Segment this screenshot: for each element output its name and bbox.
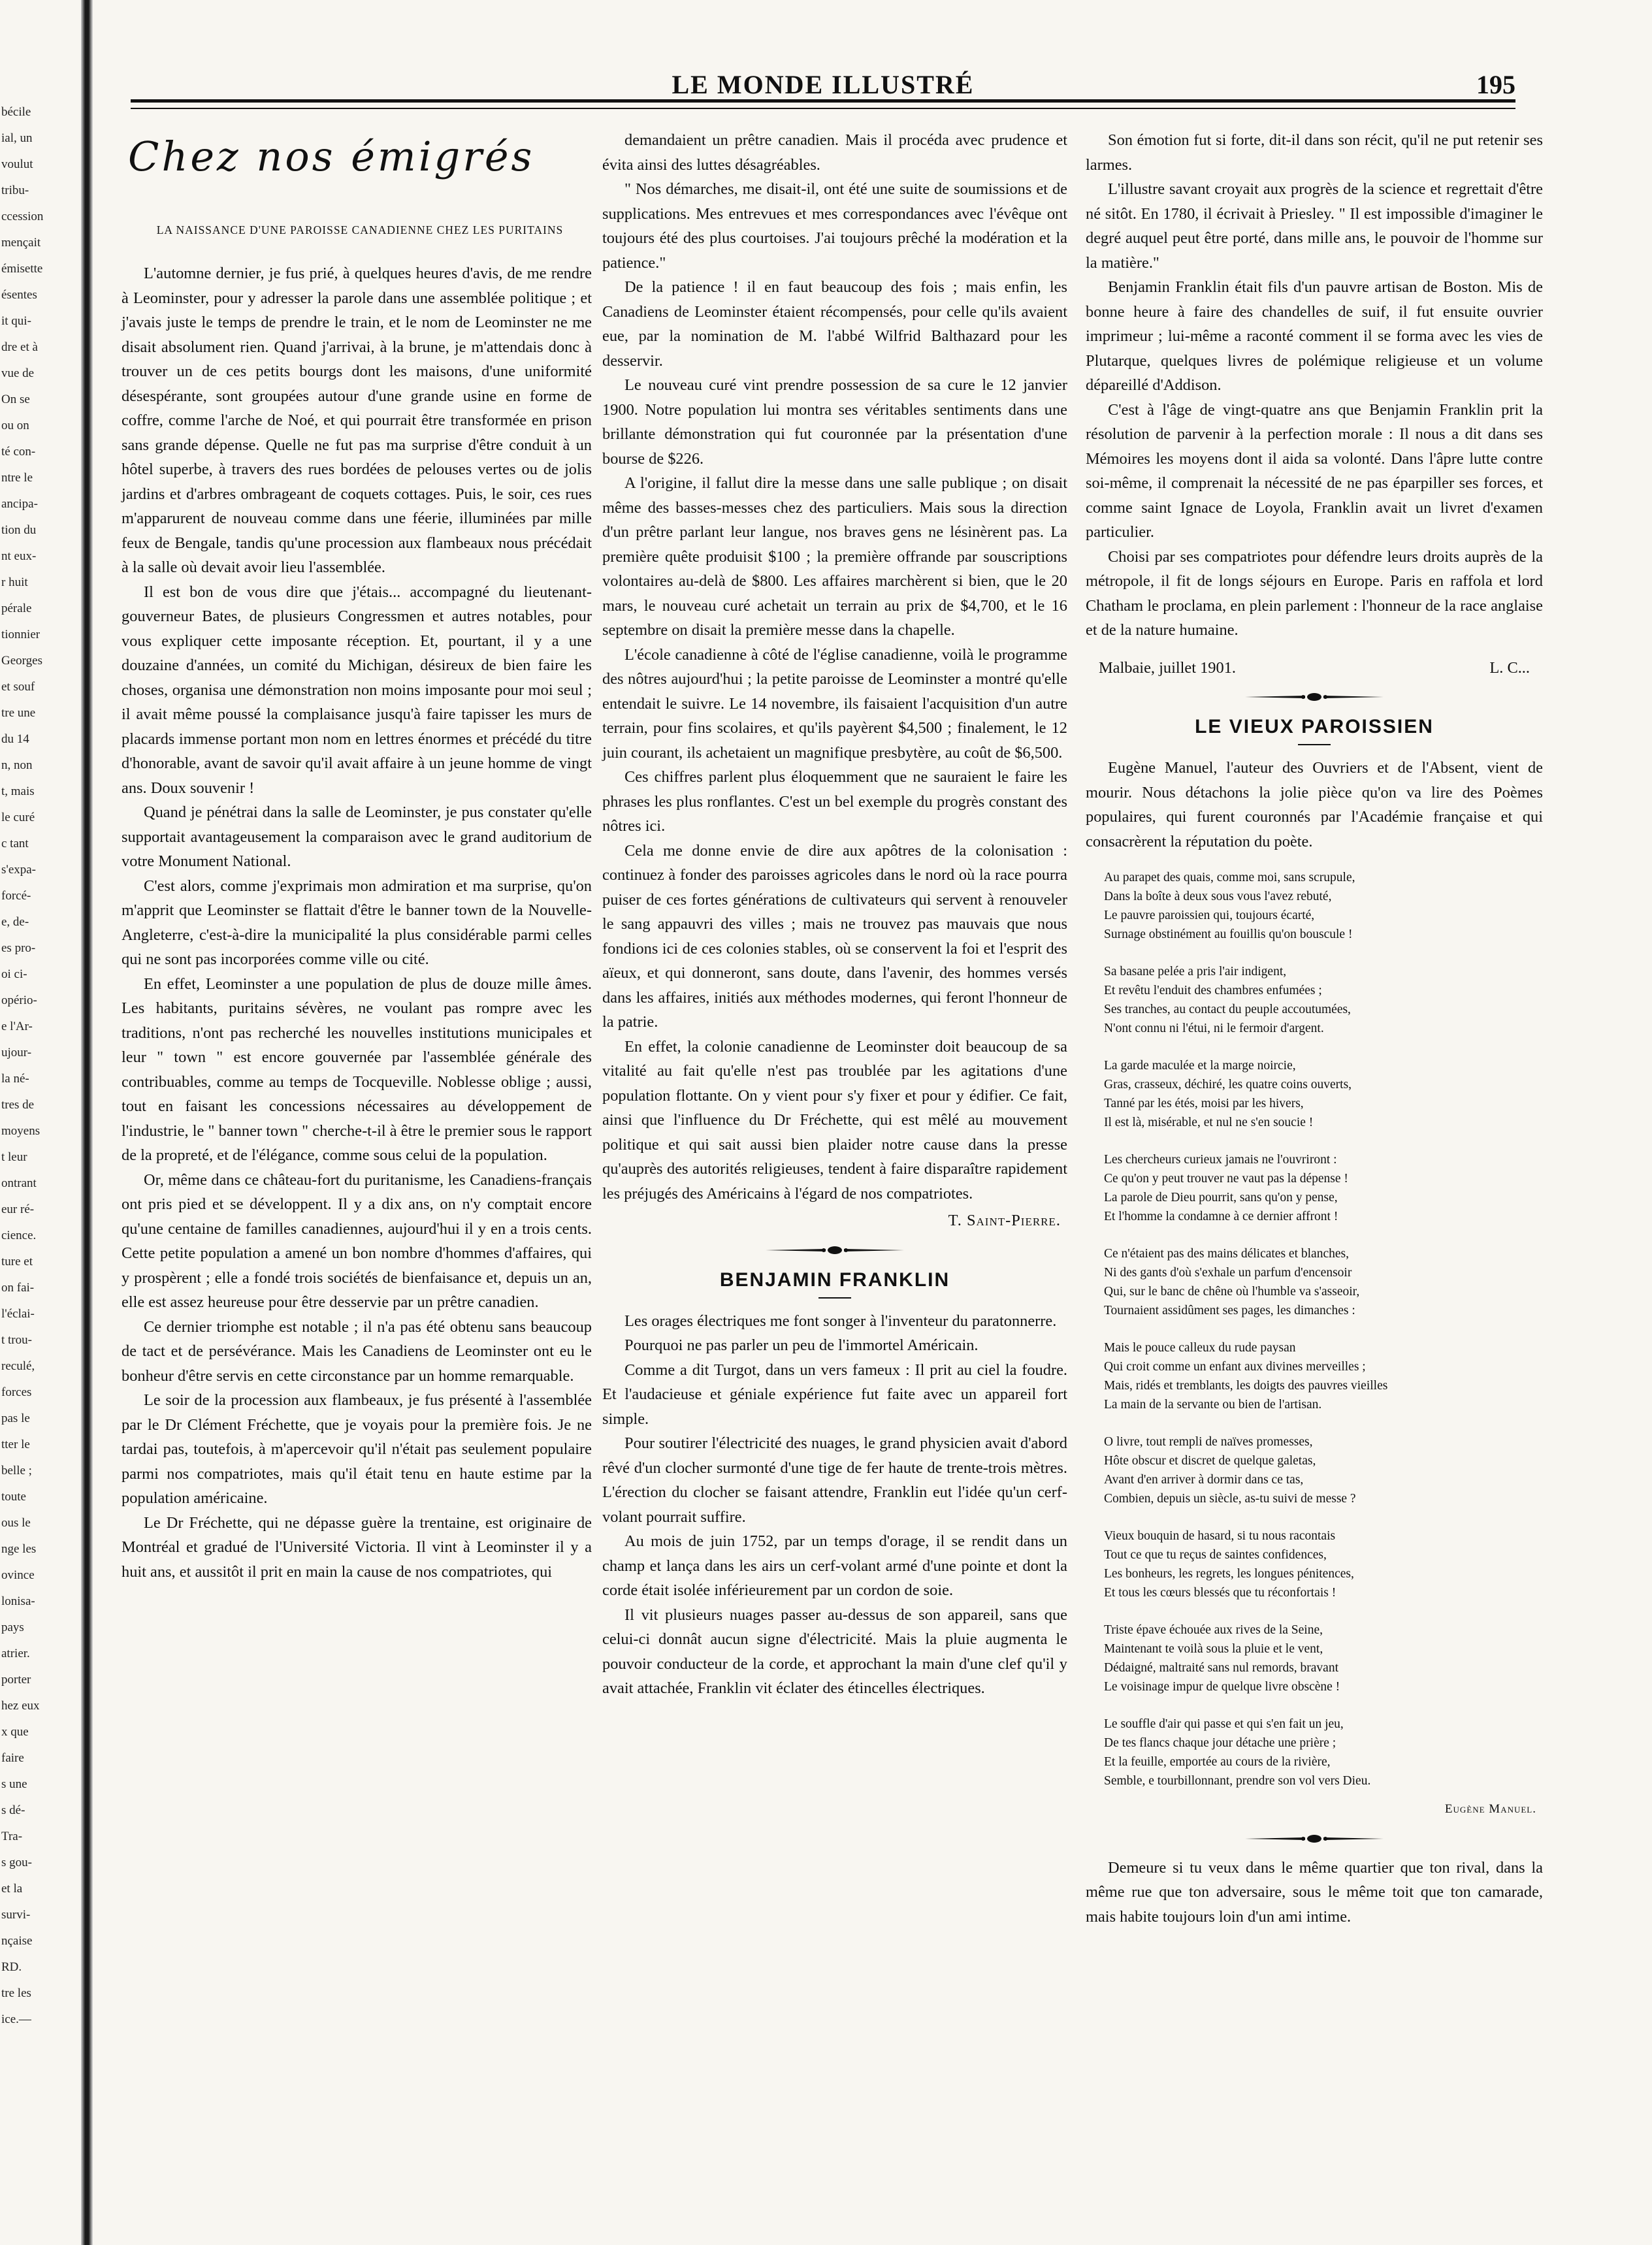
edge-text-fragment: eur ré-	[1, 1203, 35, 1216]
edge-text-fragment: porter	[1, 1673, 31, 1687]
poem-line: La garde maculée et la marge noircie,	[1104, 1059, 1296, 1073]
paragraph: Le soir de la procession aux flambeaux, je fus présenté à l'assemblée par le Dr Clément Fréchette, que je voyais pour la première fois. Je ne tardai pas, toutefois, à m'apercevoir qu'il n'était pas seulement populaire parmi nos compatriotes, mais qu'il était tenu en haute estime par la population américaine.	[121, 1391, 592, 1507]
section-ornament	[1242, 689, 1386, 705]
page-number: 195	[1476, 70, 1515, 99]
edge-text-fragment: du 14	[1, 732, 29, 746]
edge-text-fragment: ujour-	[1, 1046, 32, 1059]
edge-text-fragment: mençait	[1, 236, 41, 250]
paragraph: Au mois de juin 1752, par un temps d'orage, il se rendit dans un champ et lança dans les airs un cerf-volant armé d'une pointe et dont la corde était isolée inférieurement par un cordon de soie.	[602, 1532, 1067, 1599]
paragraph: Ce dernier triomphe est notable ; il n'a pas été obtenu sans beaucoup de tact et de persévérance. Mais les Canadiens de Leominster ont eu le bonheur d'être servis en cette circonstance par un homme remarquable.	[121, 1317, 592, 1385]
edge-text-fragment: pas le	[1, 1412, 30, 1425]
edge-text-fragment: émisette	[1, 262, 43, 276]
edge-text-fragment: t leur	[1, 1150, 27, 1164]
column-3	[1086, 128, 1543, 1929]
poem-line: Tout ce que tu reçus de saintes confidences,	[1104, 1548, 1327, 1562]
poem-line: Avant d'en arriver à dormir dans ce tas,	[1104, 1473, 1304, 1487]
poem-line: Tournaient assidûment ses pages, les dimanches :	[1104, 1304, 1355, 1317]
paragraph: Ces chiffres parlent plus éloquemment que ne sauraient le faire les phrases les plus ronflantes. C'est un bel exemple du progrès constant des nôtres ici.	[602, 768, 1067, 835]
poem-line: Le souffle d'air qui passe et qui s'en fait un jeu,	[1104, 1717, 1344, 1731]
paragraph: Benjamin Franklin était fils d'un pauvre artisan de Boston. Mis de bonne heure à faire des chandelles de suif, il fut ensuite ouvrier imprimeur ; lui-même a raconté comment il se forma avec les vies de Plutarque, quelques livres de polémique religieuse et un volume dépareillé d'Addison.	[1086, 278, 1543, 394]
edge-text-fragment: tribu-	[1, 184, 29, 197]
poem-line: Et tous les cœurs blessés que tu réconfortais !	[1104, 1586, 1336, 1600]
poem-line: La parole de Dieu pourrit, sans qu'on y pense,	[1104, 1191, 1338, 1204]
poem-line: Les chercheurs curieux jamais ne l'ouvriront :	[1104, 1153, 1337, 1167]
edge-text-fragment: oi ci-	[1, 967, 27, 981]
edge-text-fragment: x que	[1, 1725, 29, 1739]
paragraph: Il est bon de vous dire que j'étais... accompagné du lieutenant-gouverneur Bates, de plusieurs Congressmen et autres notables, pour vous expliquer cette imposante réception. Et, pourtant, il y a une douzaine d'années, un comité du Michigan, désireux de bien faire les choses, organisa une démonstration non moins imposante pour moi seul ; il avait même poussé la complaisance jusqu'à faire tapisser les murs de placards immense portant mon nom en lettres énormes et précédé du titre d'honorable, avant de savoir qu'il avait affaire à un jeune homme de vingt ans. Doux souvenir !	[121, 583, 592, 797]
poem-line: Semble, e tourbillonnant, prendre son vol vers Dieu.	[1104, 1774, 1371, 1788]
poem-line: Il est là, misérable, et nul ne s'en soucie !	[1104, 1116, 1314, 1129]
edge-text-fragment: ntre le	[1, 471, 33, 485]
poem-line: Dans la boîte à deux sous vous l'avez rebuté,	[1104, 890, 1332, 903]
poem-introduction: Eugène Manuel, l'auteur des Ouvriers et de l'Absent, vient de mourir. Nous détachons la jolie pièce qu'on va lire des Poèmes populaires, qui furent couronnés par l'Académie française et qui consacrèrent la réputation du poète.	[1086, 759, 1543, 850]
edge-text-fragment: la né-	[1, 1072, 29, 1086]
edge-text-fragment: hez eux	[1, 1699, 40, 1713]
edge-text-fragment: ice.—	[1, 2012, 31, 2026]
binding-gutter	[81, 0, 93, 2245]
edge-text-fragment: bécile	[1, 105, 31, 119]
place-date: Malbaie, juillet 1901.	[1099, 658, 1236, 677]
section-ornament	[763, 1242, 907, 1258]
edge-text-fragment: lonisa-	[1, 1594, 35, 1608]
article-title-chez-nos-emigres: Chez nos émigrés	[128, 133, 535, 180]
paragraph: Quand je pénétrai dans la salle de Leominster, je pus constater qu'elle supportait avantageusement la comparaison avec le grand auditorium de votre Monument National.	[121, 803, 592, 870]
edge-text-fragment: atrier.	[1, 1647, 30, 1660]
masthead-title: LE MONDE ILLUSTRÉ	[672, 70, 975, 99]
edge-text-fragment: le curé	[1, 811, 35, 824]
poem-line: Ni des gants d'où s'exhale un parfum d'encensoir	[1104, 1266, 1352, 1280]
edge-text-fragment: e, de-	[1, 915, 29, 929]
poem-stanza	[1086, 1244, 1543, 1320]
edge-text-fragment: tter le	[1, 1438, 30, 1451]
edge-text-fragment: Georges	[1, 654, 42, 668]
paragraph: Son émotion fut si forte, dit-il dans son récit, qu'il ne put retenir ses larmes.	[1086, 131, 1543, 174]
edge-text-fragment: s une	[1, 1777, 27, 1791]
edge-text-fragment: t, mais	[1, 784, 35, 798]
article-continuation	[602, 128, 1067, 1206]
edge-text-fragment: nçaise	[1, 1934, 33, 1948]
franklin-article-continuation	[1086, 128, 1543, 643]
paragraph: Le nouveau curé vint prendre possession de sa cure le 12 janvier 1900. Notre population lui montra ses véritables sentiments dans une brillante démonstration qui fut couronnée par la présentation d'une bourse de $226.	[602, 376, 1067, 468]
poem-line: Surnage obstinément au fouillis qu'on bouscule !	[1104, 928, 1353, 941]
paragraph: Le Dr Fréchette, qui ne dépasse guère la trentaine, est originaire de Montréal et gradué de l'Université Victoria. Il vint à Leominster il y a huit ans, et aussitôt il prit en main la cause de nos compatriotes, qui	[121, 1513, 592, 1581]
paragraph: Choisi par ses compatriotes pour défendre leurs droits auprès de la métropole, il fit de longs séjours en Europe. Paris en raffola et lord Chatham le proclama, en plein parlement : l'honneur de la race anglaise et de la nature humaine.	[1086, 547, 1543, 639]
poem-line: Vieux bouquin de hasard, si tu nous racontais	[1104, 1529, 1336, 1543]
edge-text-fragment: ture et	[1, 1255, 33, 1268]
edge-text-fragment: moyens	[1, 1124, 40, 1138]
edge-text-fragment: l'éclai-	[1, 1307, 35, 1321]
poem-line: Gras, crasseux, déchiré, les quatre coins ouverts,	[1104, 1078, 1352, 1091]
article-body	[121, 261, 592, 1584]
poem-line: Combien, depuis un siècle, as-tu suivi de messe ?	[1104, 1492, 1356, 1506]
edge-text-fragment: ous le	[1, 1516, 31, 1530]
edge-text-fragment: nge les	[1, 1542, 37, 1556]
poem-line: Et l'homme la condamne à ce dernier affront !	[1104, 1210, 1338, 1223]
paragraph: Il vit plusieurs nuages passer au-dessus de son appareil, sans que celui-ci donnât aucun signe d'électricité. Mais la pluie augmenta le pouvoir conducteur de la corde, et approchant la main d'une clef qu'il y avait attachée, Franklin vit éclater des étincelles électriques.	[602, 1606, 1067, 1697]
poem-line: Qui, sur le banc de chêne où l'humble va s'asseoir,	[1104, 1285, 1360, 1299]
author-signature: T. Saint-Pierre.	[948, 1212, 1061, 1229]
edge-text-fragment: On se	[1, 393, 30, 406]
poem-line: Hôte obscur et discret de quelque galetas,	[1104, 1454, 1316, 1468]
paragraph: Comme a dit Turgot, dans un vers fameux : Il prit au ciel la foudre. Et l'audacieuse et géniale expérience fut faite avec un appareil fort simple.	[602, 1361, 1067, 1428]
poem-stanza	[1086, 962, 1543, 1038]
edge-text-fragment: toute	[1, 1490, 26, 1504]
paragraph: C'est à l'âge de vingt-quatre ans que Benjamin Franklin prit la résolution de parvenir à la perfection morale : Il nous a dit dans ses Mémoires les moyens dont il aida sa volonté. Dans l'âpre lutte contre soi-même, il comprenait la nécessité de ne pas éparpiller ses forces, et comme saint Ignace de Loyola, Franklin avait un livret d'examen particulier.	[1086, 400, 1543, 541]
poem-line: Dédaigné, maltraité sans nul remords, bravant	[1104, 1661, 1339, 1675]
paragraph: L'école canadienne à côté de l'église canadienne, voilà le programme des nôtres aujourd'hui ; la petite paroisse de Leominster a montré qu'elle entendait le suivre. Le 14 novembre, ils faisaient l'acquisition d'un autre terrain, pour fins scolaires, et qu'ils payèrent $4,500 ; finalement, le 12 juin courant, ils achetaient un magnifique presbytère, au coût de $6,500.	[602, 645, 1067, 762]
poem-line: Et la feuille, emportée au cours de la rivière,	[1104, 1755, 1331, 1769]
poem-line: Le voisinage impur de quelque livre obscène !	[1104, 1680, 1340, 1694]
edge-text-fragment: reculé,	[1, 1359, 35, 1373]
edge-text-fragment: tre les	[1, 1986, 31, 2000]
section-title-paroissien: LE VIEUX PAROISSIEN	[1195, 716, 1434, 737]
edge-text-fragment: ontrant	[1, 1176, 37, 1190]
edge-text-fragment: ésentes	[1, 288, 37, 302]
title-rule	[818, 1297, 851, 1299]
edge-text-fragment: et la	[1, 1882, 23, 1896]
page-header	[131, 68, 1515, 101]
poem-line: Qui croit comme un enfant aux divines merveilles ;	[1104, 1360, 1366, 1374]
edge-text-fragment: pays	[1, 1621, 24, 1634]
paragraph: L'illustre savant croyait aux progrès de la science et regrettait d'être né sitôt. En 1780, il écrivait à Priesley. " Il est impossible d'imaginer le degré auquel peut être porté, dans mille ans, le pouvoir de l'homme sur la matière."	[1086, 180, 1543, 272]
poem-line: Et revêtu l'enduit des chambres enfumées ;	[1104, 984, 1322, 997]
title-rule	[1298, 744, 1331, 745]
edge-text-fragment: s'expa-	[1, 863, 37, 877]
poem-stanza	[1086, 1150, 1543, 1226]
edge-text-fragment: et souf	[1, 680, 35, 694]
poem-line: De tes flancs chaque jour détache une prière ;	[1104, 1736, 1336, 1750]
edge-text-fragment: e l'Ar-	[1, 1020, 33, 1033]
edge-text-fragment: cience.	[1, 1229, 37, 1242]
edge-text-fragment: té con-	[1, 445, 36, 459]
edge-text-fragment: forcé-	[1, 889, 31, 903]
edge-text-fragment: es pro-	[1, 941, 36, 955]
header-rule	[131, 99, 1515, 109]
paragraph: Or, même dans ce château-fort du puritanisme, les Canadiens-français ont pris pied et se développent. Il y a dix ans, on n'y comptait encore qu'une centaine de familles canadiennes, aujourd'hui il y en a trois cents. Cette petite population a amené un bon nombre d'hommes d'affaires, qui y prospèrent ; elle a fondé trois sociétés de bienfaisance et, depuis un an, elle est assez heureuse pour être desservie par un prêtre canadien.	[121, 1171, 592, 1311]
column-1	[121, 128, 592, 1584]
article-subtitle: LA NAISSANCE D'UNE PAROISSE CANADIENNE CHEZ LES PURITAINS	[156, 223, 564, 236]
poem-line: Mais le pouce calleux du rude paysan	[1104, 1341, 1296, 1355]
edge-text-fragment: opério-	[1, 993, 37, 1007]
paragraph: Cela me donne envie de dire aux apôtres de la colonisation : continuez à fonder des paroisses agricoles dans le nord où la race pourra puiser de ces fortes générations de cultivateurs qui servent à renouveler le sang appauvri des villes ; mais ne trouvez pas mauvais que nous fondions ici de ces colonies stables, où se conservent la foi et l'esprit des aïeux, et qui donneront, sans doute, dans l'avenir, des hommes versés dans les affaires, initiés aux méthodes modernes, qui feront l'honneur de la patrie.	[602, 841, 1067, 1031]
edge-text-fragment: ovince	[1, 1568, 35, 1582]
edge-text-fragment: tres de	[1, 1098, 35, 1112]
edge-text-fragment: vue de	[1, 366, 35, 380]
edge-text-fragment: pérale	[1, 602, 32, 615]
edge-text-fragment: ial, un	[1, 131, 33, 145]
poem-line: Ce n'étaient pas des mains délicates et blanches,	[1104, 1247, 1349, 1261]
article-closing	[1086, 656, 1543, 681]
edge-text-fragment: faire	[1, 1751, 24, 1765]
adjacent-page-edge	[0, 0, 85, 2245]
edge-text-fragment: Tra-	[1, 1830, 23, 1843]
edge-text-fragment: voulut	[1, 157, 33, 171]
paragraph: Pour soutirer l'électricité des nuages, le grand physicien avait d'abord rêvé d'un clocher surmonté d'une tige de fer haute de trente-trois mètres. L'érection du clocher se faisant attendre, Franklin eut l'idée qu'un cerf-volant pourrait suffire.	[602, 1434, 1067, 1526]
edge-text-fragment: belle ;	[1, 1464, 32, 1478]
edge-text-fragment: it qui-	[1, 314, 31, 328]
section-ornament	[1242, 1831, 1386, 1847]
poem-stanza	[1086, 1621, 1543, 1696]
poem-line: Triste épave échouée aux rives de la Seine,	[1104, 1623, 1323, 1637]
edge-text-fragment: on fai-	[1, 1281, 35, 1295]
poem-line: O livre, tout rempli de naïves promesses,	[1104, 1435, 1313, 1449]
edge-text-fragment: nt eux-	[1, 549, 37, 563]
edge-text-fragment: ou on	[1, 419, 29, 432]
poem-signature: Eugène Manuel.	[1444, 1802, 1536, 1816]
poem	[1086, 868, 1543, 1790]
paragraph: Pourquoi ne pas parler un peu de l'immortel Américain.	[624, 1336, 979, 1354]
poem-line: Le pauvre paroissien qui, toujours écarté,	[1104, 909, 1315, 922]
paragraph: A l'origine, il fallut dire la messe dans une salle publique ; on disait même des basses-messes chez des particuliers. Mais sous la direction d'un prêtre parlant leur langue, nos braves gens ne lésinèrent pas. La première quête produisit $100 ; la première offrande par souscriptions volontaires au-delà de $800. Les affaires marchèrent si bien, que le 20 mars, le nouveau curé achetait un terrain au prix de $4,700, et le 16 septembre on disait la première messe dans la chapelle.	[602, 474, 1067, 639]
paragraph: De la patience ! il en faut beaucoup des fois ; mais enfin, les Canadiens de Leominster étaient récompensés, pour celle qu'ils avaient eue, par la nomination de M. l'abbé Wilfrid Balthazard pour les desservir.	[602, 278, 1067, 370]
paragraph: L'automne dernier, je fus prié, à quelques heures d'avis, de me rendre à Leominster, pour y adresser la parole dans une assemblée politique ; et j'avais juste le temps de prendre le train, et le nom de Leominster ne me disait absolument rien. Quand j'arrivai, à la brune, je m'attendais donc à trouver un de ces petits bourgs dont les maisons, d'une uniformité désespérante, sont groupées autour d'une grande usine en forme de coffre, comme l'arche de Noé, et qui pourrait être transformée en prison sans grande dépense. Quelle ne fut pas ma surprise d'être conduit à un hôtel superbe, à travers des rues bordées de pelouses vertes ou de jolis jardins et d'arbres ombrageant de coquets cottages. Puis, le soir, ces rues m'apparurent de nouveau comme dans une féerie, illuminées par mille feux de Bengale, tandis qu'une procession aux flambeaux nous précédait à la salle où devait avoir lieu l'assemblée.	[121, 265, 592, 576]
edge-text-fragment: tion du	[1, 523, 37, 537]
poem-line: Ce qu'on y peut trouver ne vaut pas la dépense !	[1104, 1172, 1348, 1186]
edge-text-fragment: tre une	[1, 706, 36, 720]
paragraph: C'est alors, comme j'exprimais mon admiration et ma surprise, qu'on m'apprit que Leominster se flattait d'être le banner town de la Nouvelle-Angleterre, c'est-à-dire la municipalité la plus considérable parmi celles qui ne sont pas incorporées comme ville ou cité.	[121, 877, 592, 968]
poem-line: Les bonheurs, les regrets, les longues pénitences,	[1104, 1567, 1354, 1581]
paragraph: " Nos démarches, me disait-il, ont été une suite de soumissions et de supplications. Mes entrevues et mes correspondances avec l'évêque ont toujours été des plus courtoises. J'ai toujours prêché la modération et la patience."	[602, 180, 1067, 272]
edge-text-fragment: s gou-	[1, 1856, 32, 1869]
franklin-article-body	[602, 1309, 1067, 1701]
paragraph: En effet, Leominster a une population de plus de douze mille âmes. Les habitants, puritains sévères, ne voulant pas rompre avec les traditions, n'ont pas recherché les nouvelles institutions municipales et leur " town " est encore gouvernée par l'assemblée générale des contribuables, comme au temps de Tocqueville. Noblesse oblige ; aussi, tout en faisant les concessions nécessaires au développement de l'industrie, le " banner town " cherche-t-il à être le premier sous le rapport de la propreté, et de l'élégance, comme sous celui de la population.	[121, 975, 592, 1164]
paragraph: demandaient un prêtre canadien. Mais il procéda avec prudence et évita ainsi des luttes désagréables.	[602, 131, 1067, 174]
edge-text-fragment: tionnier	[1, 628, 40, 641]
section-title-franklin: BENJAMIN FRANKLIN	[719, 1268, 950, 1291]
edge-text-fragment: forces	[1, 1385, 32, 1399]
column-2	[602, 128, 1067, 1701]
edge-text-fragment: RD.	[1, 1960, 22, 1974]
poem-line: Mais, ridés et tremblants, les doigts des pauvres vieilles	[1104, 1379, 1388, 1393]
poem-line: Sa basane pelée a pris l'air indigent,	[1104, 965, 1287, 978]
edge-text-fragment: c tant	[1, 837, 29, 850]
poem-stanza	[1086, 868, 1543, 944]
closing-maxim: Demeure si tu veux dans le même quartier que ton rival, dans la même rue que ton adversaire, sous le même toit que ton camarade, mais habite toujours loin d'un ami intime.	[1086, 1858, 1543, 1926]
edge-text-fragment: dre et à	[1, 340, 38, 354]
poem-stanza	[1086, 1432, 1543, 1508]
edge-text-fragment: r huit	[1, 575, 28, 589]
poem-stanza	[1086, 1056, 1543, 1132]
paragraph: Les orages électriques me font songer à l'inventeur du paratonnerre.	[624, 1312, 1057, 1330]
edge-text-fragment: s dé-	[1, 1803, 25, 1817]
poem-line: Au parapet des quais, comme moi, sans scrupule,	[1104, 871, 1355, 884]
edge-text-fragment: n, non	[1, 758, 33, 772]
edge-text-fragment: survi-	[1, 1908, 31, 1922]
poem-line: Tanné par les étés, moisi par les hivers,	[1104, 1097, 1304, 1110]
poem-line: Ses tranches, au contact du peuple accoutumées,	[1104, 1003, 1351, 1016]
poem-stanza	[1086, 1338, 1543, 1414]
poem-line: N'ont connu ni l'étui, ni le fermoir d'argent.	[1104, 1022, 1324, 1035]
author-initials: L. C...	[1489, 658, 1530, 677]
edge-text-fragment: ancipa-	[1, 497, 38, 511]
poem-stanza	[1086, 1715, 1543, 1790]
poem-line: La main de la servante ou bien de l'artisan.	[1104, 1398, 1322, 1412]
edge-text-fragment: t trou-	[1, 1333, 32, 1347]
poem-line: Maintenant te voilà sous la pluie et le vent,	[1104, 1642, 1323, 1656]
paragraph: En effet, la colonie canadienne de Leominster doit beaucoup de sa vitalité au fait qu'elle n'est pas troublée par les agitations d'une population flottante. On y vient pour s'y fixer et pour y édifier. Ce fait, ainsi que l'influence du Dr Fréchette, qui est mêlé au mouvement politique et qui sait aussi bien plaider notre cause dans la presse qu'auprès des autorités religieuses, tendent à faire disparaître rapidement les préjugés des Américains à l'égard de nos compatriotes.	[602, 1037, 1067, 1203]
edge-text-fragment: ccession	[1, 210, 44, 223]
poem-stanza	[1086, 1526, 1543, 1602]
